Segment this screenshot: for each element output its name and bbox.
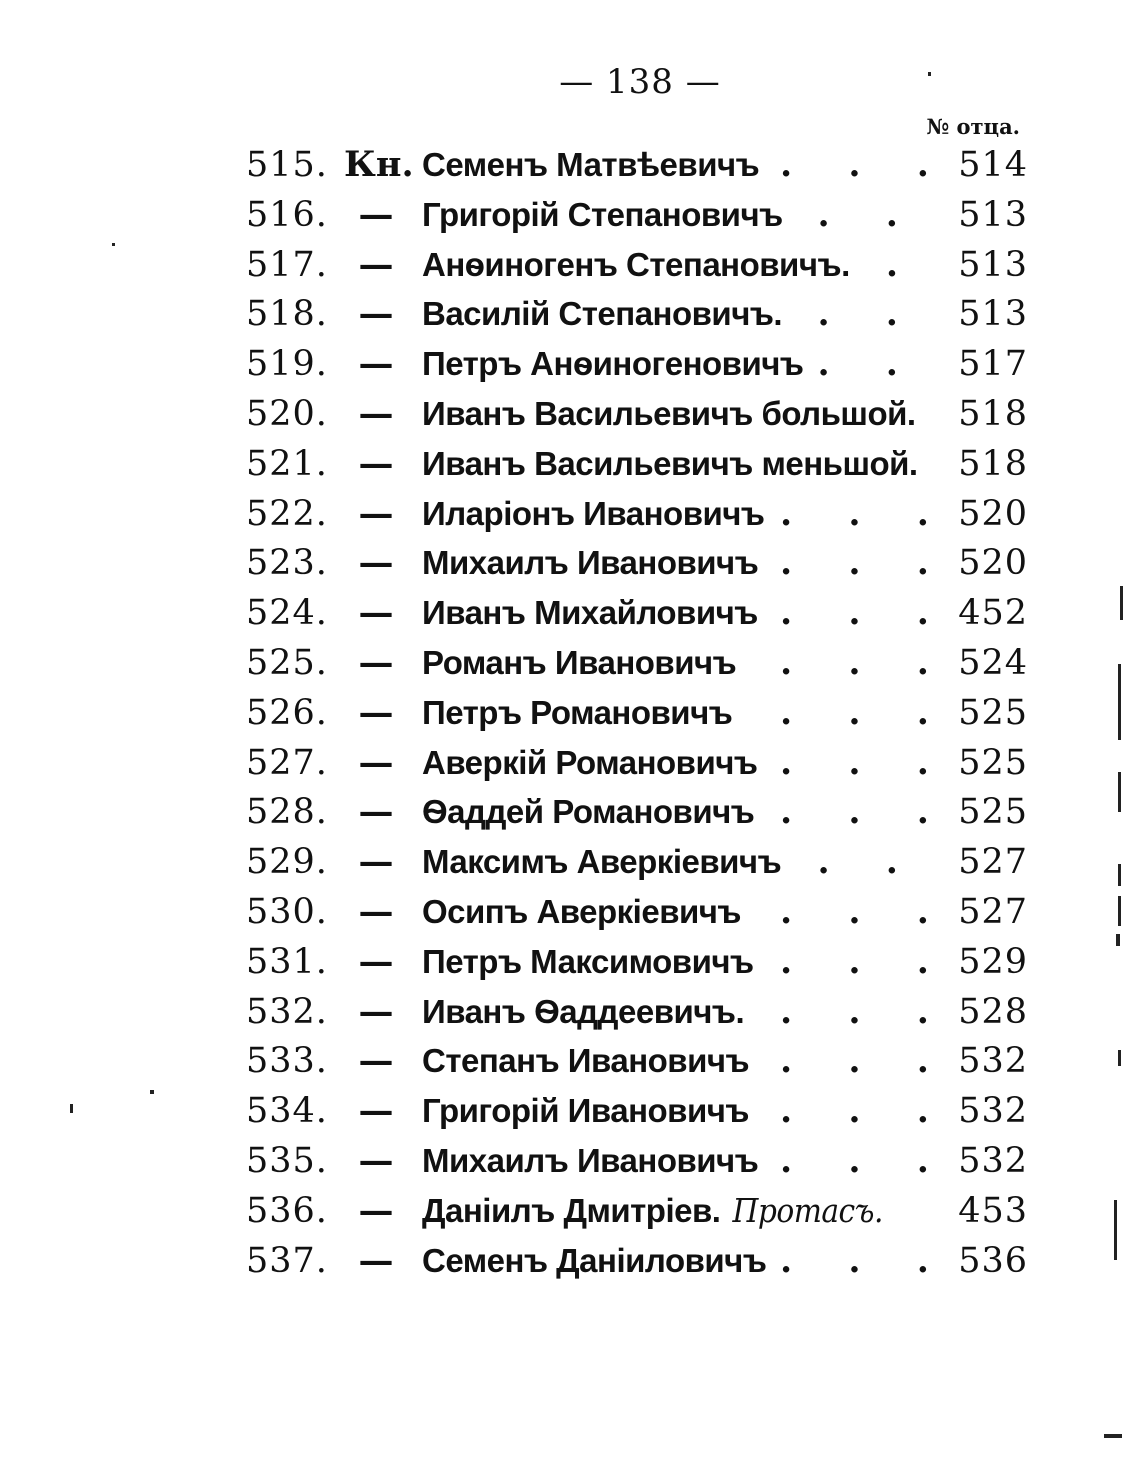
entry-title-mark: — — [358, 542, 394, 584]
father-number-column-header: № отца. — [926, 114, 1020, 139]
father-number: 520 — [958, 493, 1028, 534]
entry-name — [422, 841, 781, 883]
leader-dots: . . — [817, 293, 920, 335]
leader-dots: . . . — [780, 990, 951, 1032]
list-item — [240, 538, 1030, 588]
list-item — [240, 1086, 1030, 1136]
father-number: 532 — [958, 1091, 1028, 1132]
entry-name-text: Степанъ Ивановичъ — [422, 1042, 750, 1080]
father-number: 524 — [958, 642, 1028, 683]
entry-name-text: Михаилъ Ивановичъ — [422, 544, 759, 582]
leader-dots: . . . — [780, 1090, 951, 1132]
entry-title-mark: — — [358, 442, 394, 484]
entry-number: 515. — [246, 145, 328, 185]
entry-number: 533. — [246, 1041, 328, 1082]
list-item — [240, 937, 1030, 987]
leader-dots: . . . — [780, 592, 951, 634]
entry-number: 526. — [246, 692, 328, 733]
margin-mark — [1116, 934, 1120, 946]
entry-title-mark: — — [358, 592, 394, 634]
entry-number: 520. — [246, 393, 328, 434]
entry-number: 518. — [246, 294, 328, 335]
entry-name — [422, 991, 744, 1033]
entry-title-mark: — — [358, 990, 394, 1032]
entry-name-text: Василій Степановичъ. — [422, 295, 783, 333]
entry-name-text: Даніилъ Дмитріев. — [422, 1191, 721, 1229]
entry-name-text: Семенъ Матвѣевичъ — [422, 146, 760, 183]
leader-dots: . . . — [780, 492, 951, 534]
leader-dots: . . . — [780, 1040, 951, 1082]
list-item — [240, 1186, 1030, 1236]
entry-number: 521. — [246, 443, 328, 484]
entry-title-mark: — — [358, 641, 394, 683]
entry-name — [422, 1190, 883, 1232]
entry-title-mark: — — [358, 193, 394, 235]
margin-mark — [1118, 772, 1121, 812]
entry-name — [422, 393, 916, 435]
scan-speck — [150, 1090, 154, 1094]
genealogy-entry-list — [240, 140, 1030, 1285]
entry-number: 532. — [246, 991, 328, 1032]
entry-number: 516. — [246, 194, 328, 235]
entry-name-text: Петръ Максимовичъ — [422, 942, 754, 980]
entry-name-text: Григорій Ивановичъ — [422, 1092, 749, 1130]
list-item — [240, 1136, 1030, 1186]
entry-number: 537. — [246, 1240, 328, 1281]
leader-dots: . . . — [780, 641, 951, 683]
entry-title-mark: — — [358, 343, 394, 385]
leader-dots: . . . — [780, 144, 951, 185]
father-number: 532 — [958, 1140, 1028, 1181]
entry-name — [422, 194, 783, 236]
father-number: 520 — [958, 543, 1028, 584]
entry-number: 517. — [246, 244, 328, 285]
father-number: 518 — [958, 443, 1028, 484]
entry-number: 524. — [246, 593, 328, 634]
list-item — [240, 688, 1030, 738]
list-item — [240, 1236, 1030, 1286]
entry-name-text: Иванъ Васильевичъ большой. — [422, 394, 916, 432]
entry-title-mark: — — [358, 243, 394, 285]
list-item — [240, 389, 1030, 439]
entry-name-text: Осипъ Аверкіевичъ — [422, 892, 741, 930]
entry-number: 530. — [246, 891, 328, 932]
list-item — [240, 638, 1030, 688]
margin-mark — [1118, 664, 1121, 740]
entry-name — [422, 542, 758, 584]
leader-dots: . . . — [780, 741, 951, 783]
entry-number: 519. — [246, 344, 328, 385]
father-number: 528 — [958, 991, 1028, 1032]
margin-mark — [1120, 586, 1123, 620]
father-number: 517 — [958, 344, 1028, 385]
margin-mark — [1118, 864, 1121, 886]
entry-name — [422, 144, 759, 186]
leader-dots: . . . — [780, 542, 951, 584]
entry-number: 529. — [246, 842, 328, 883]
entry-title-mark: — — [358, 1139, 394, 1181]
entry-name-text: Петръ Романовичъ — [422, 693, 733, 731]
list-item — [240, 738, 1030, 788]
entry-name-text: Анѳиногенъ Степановичъ. — [422, 245, 850, 283]
list-item — [240, 439, 1030, 489]
leader-dots: . . . — [780, 1139, 951, 1181]
leader-dots: . . . — [780, 691, 951, 733]
entry-title-mark: — — [358, 492, 394, 534]
entry-name-text: Ѳаддей Романовичъ — [422, 793, 755, 831]
entry-name-text: Петръ Анѳиногеновичъ — [422, 345, 804, 383]
leader-dots: . — [885, 243, 920, 285]
entry-name-text: Романъ Ивановичъ — [422, 643, 737, 681]
entry-name-text: Иванъ Ѳаддеевичъ. — [422, 992, 745, 1030]
entry-title-mark: — — [358, 791, 394, 833]
leader-dots: . . . — [780, 791, 951, 833]
father-number: 514 — [958, 145, 1028, 185]
entry-name — [422, 1140, 758, 1182]
father-number: 513 — [958, 294, 1028, 335]
entry-name-text: Иванъ Михайловичъ — [422, 594, 758, 632]
entry-number: 525. — [246, 642, 328, 683]
entry-name — [422, 343, 803, 385]
page-number: — 138 — — [559, 62, 721, 102]
leader-dots: . . — [817, 343, 920, 385]
list-item — [240, 787, 1030, 837]
leader-dots: . . . — [780, 890, 951, 932]
list-item — [240, 289, 1030, 339]
entry-surname-note: Протасъ. — [732, 1190, 883, 1230]
margin-mark — [1118, 896, 1121, 926]
entry-name-text: Аверкій Романовичъ — [422, 743, 758, 781]
father-number: 525 — [958, 692, 1028, 733]
entry-name-text: Григорій Степановичъ — [422, 195, 783, 233]
entry-title-mark: — — [358, 890, 394, 932]
entry-number: 536. — [246, 1190, 328, 1231]
entry-title-mark: — — [358, 392, 394, 434]
father-number: 536 — [958, 1240, 1028, 1281]
father-number: 525 — [958, 742, 1028, 783]
father-number: 513 — [958, 244, 1028, 285]
entry-name — [422, 1240, 766, 1282]
father-number: 527 — [958, 842, 1028, 883]
father-number: 518 — [958, 393, 1028, 434]
margin-mark — [1114, 1200, 1117, 1260]
entry-title-mark: — — [358, 1189, 394, 1231]
father-number: 532 — [958, 1041, 1028, 1082]
entry-name — [422, 891, 741, 933]
leader-dots: . . — [817, 193, 920, 235]
leader-dots: . . . — [780, 940, 951, 982]
list-item — [240, 190, 1030, 240]
entry-name — [422, 443, 918, 485]
entry-number: 535. — [246, 1140, 328, 1181]
leader-dots: . . . — [780, 1239, 951, 1281]
father-number: 453 — [958, 1190, 1028, 1231]
entry-name — [422, 642, 736, 684]
list-item — [240, 140, 1030, 190]
entry-name-text: Семенъ Даніиловичъ — [422, 1241, 767, 1279]
scan-speck — [928, 72, 931, 76]
list-item — [240, 489, 1030, 539]
list-item — [240, 588, 1030, 638]
father-number: 525 — [958, 792, 1028, 833]
entry-name — [422, 493, 764, 535]
entry-name — [422, 742, 757, 784]
entry-number: 534. — [246, 1091, 328, 1132]
list-item — [240, 987, 1030, 1037]
list-item — [240, 837, 1030, 887]
entry-name — [422, 1090, 749, 1132]
entry-number: 527. — [246, 742, 328, 783]
entry-title-mark: — — [358, 691, 394, 733]
entry-name-text: Михаилъ Ивановичъ — [422, 1141, 759, 1179]
father-number: 452 — [958, 593, 1028, 634]
list-item — [240, 240, 1030, 290]
entry-title-mark: — — [358, 741, 394, 783]
list-item — [240, 887, 1030, 937]
entry-number: 528. — [246, 792, 328, 833]
entry-name — [422, 941, 754, 983]
margin-mark — [1118, 1050, 1121, 1066]
entry-name — [422, 692, 732, 734]
entry-name — [422, 592, 758, 634]
entry-number: 531. — [246, 941, 328, 982]
entry-title-mark: — — [358, 1090, 394, 1132]
entry-name — [422, 293, 782, 335]
scan-speck — [70, 1104, 73, 1113]
father-number: 529 — [958, 941, 1028, 982]
margin-mark — [1104, 1434, 1122, 1438]
entry-title-mark: — — [358, 940, 394, 982]
entry-name-text: Иванъ Васильевичъ меньшой. — [422, 444, 918, 482]
entry-title-mark: — — [358, 841, 394, 883]
entry-name-text: Максимъ Аверкіевичъ — [422, 843, 782, 881]
entry-name — [422, 1040, 749, 1082]
entry-title-mark: Кн. — [344, 144, 414, 185]
list-item — [240, 339, 1030, 389]
entry-title-mark: — — [358, 293, 394, 335]
entry-title-mark: — — [358, 1040, 394, 1082]
father-number: 527 — [958, 891, 1028, 932]
list-item — [240, 1036, 1030, 1086]
entry-number: 523. — [246, 543, 328, 584]
entry-name-text: Иларіонъ Ивановичъ — [422, 494, 765, 532]
entry-title-mark: — — [358, 1239, 394, 1281]
leader-dots: . . — [817, 841, 920, 883]
father-number: 513 — [958, 194, 1028, 235]
entry-name — [422, 791, 754, 833]
entry-number: 522. — [246, 493, 328, 534]
scan-speck — [112, 243, 115, 246]
